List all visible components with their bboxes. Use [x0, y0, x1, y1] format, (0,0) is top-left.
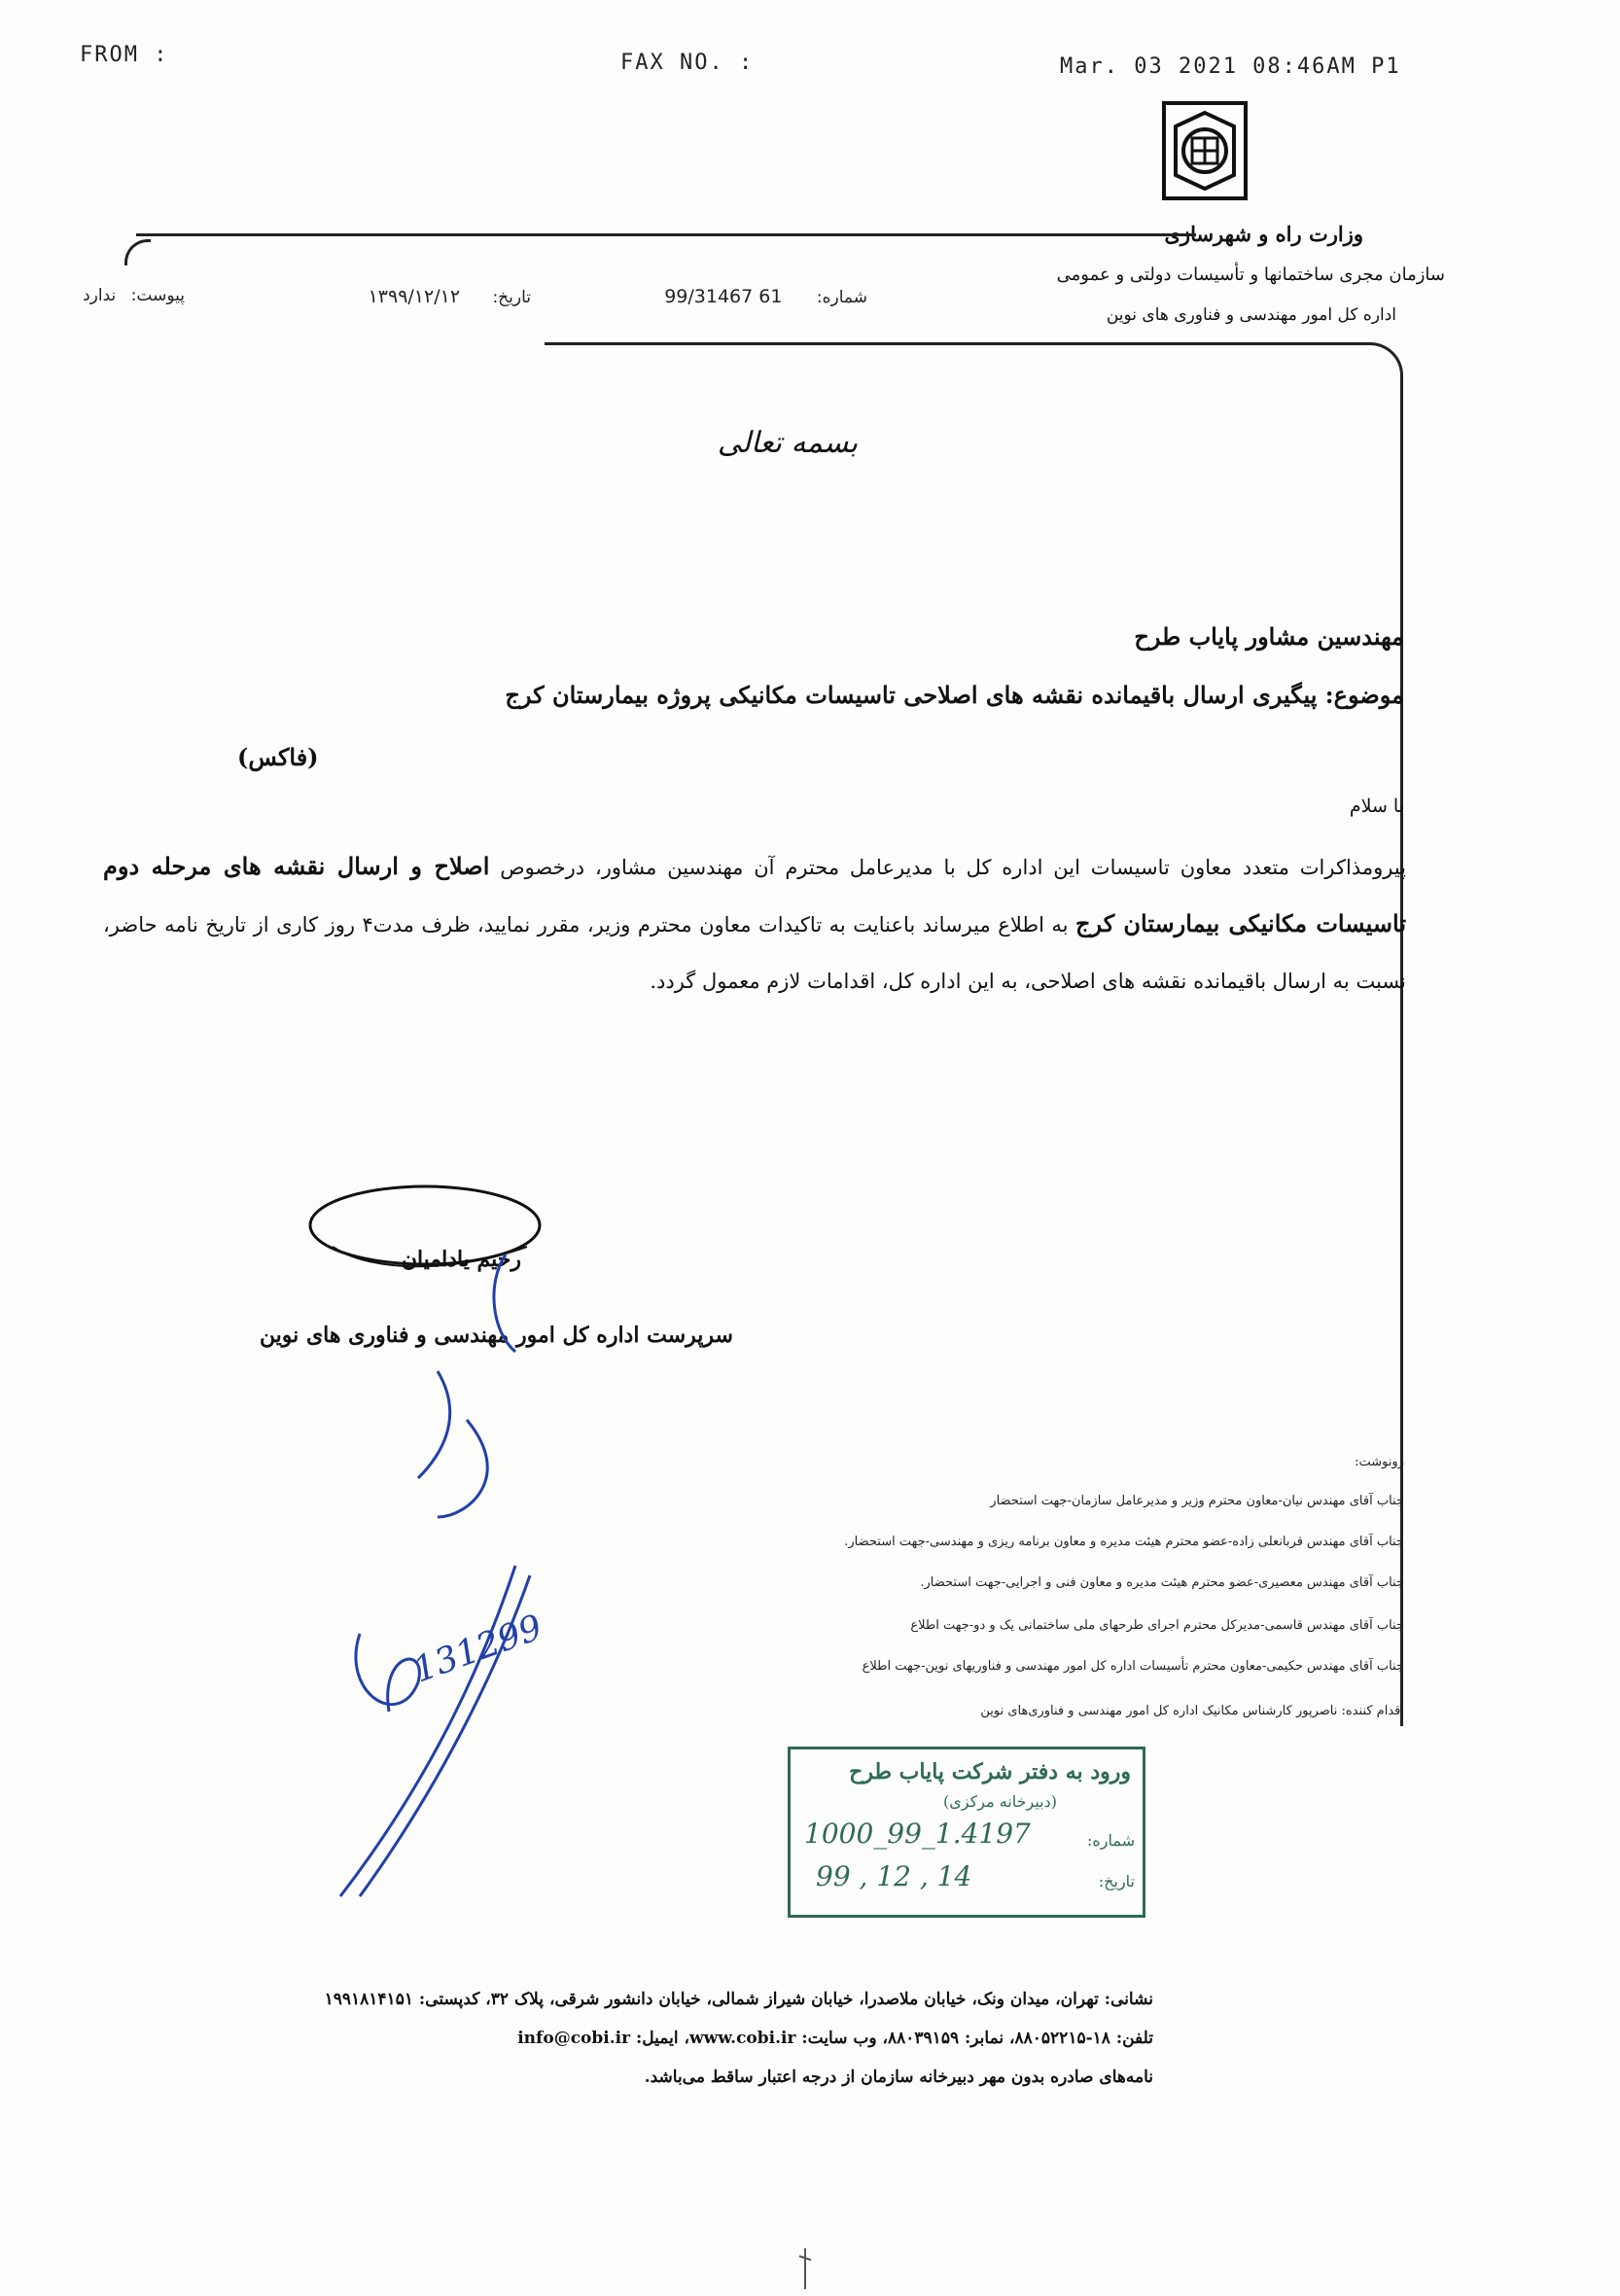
invocation: بسمه تعالی: [717, 426, 859, 460]
stamp-title: ورود به دفتر شرکت پایاب طرح: [849, 1759, 1131, 1784]
cc-line: جناب آقای مهندس معصیری-عضو محترم هیئت مدیره و معاون فنی و اجرایی-جهت استحضار.: [920, 1575, 1404, 1590]
organization-logo: [1162, 101, 1248, 200]
department-name: اداره کل امور مهندسی و فناوری های نوین: [1106, 305, 1396, 325]
letter-number: [664, 286, 867, 307]
fax-timestamp: Mar. 03 2021 08:46AM P1: [1060, 54, 1401, 79]
stamp-date-value: 99 , 12 , 14: [816, 1860, 972, 1892]
frame-right: [545, 342, 1403, 1726]
cc-line: جناب آقای مهندس نیان-معاون محترم وزیر و مدیرعامل سازمان-جهت استحضار: [990, 1494, 1404, 1508]
handwritten-number: 131299: [408, 1607, 548, 1691]
cc-line: جناب آقای مهندس قاسمی-مدیرکل محترم اجرای طرحهای ملی ساختمانی یک و دو-جهت اطلاع: [910, 1618, 1404, 1633]
recipient: مهندسین مشاور پایاب طرح: [1134, 622, 1404, 651]
letter-date-label: تاریخ:: [492, 288, 531, 307]
greeting: با سلام: [1349, 795, 1404, 817]
logo-emblem-icon: [1162, 101, 1248, 200]
body-text-2: به اطلاع میرساند باعنایت به تاکیدات معاون محترم وزیر، مقرر نمایید، ظرف مدت۴ روز کاری از تاریخ نامه حاضر، نسبت به ارسال باقیمانده نقشه های اصلاحی، به این اداره کل، اقدامات لازم معمول گردد.: [103, 913, 1406, 993]
body-text-1: پیرومذاکرات متعدد معاون تاسیسات این اداره کل با مدیرعامل محترم آن مهندسین مشاور، درخصوص: [489, 856, 1406, 879]
letter-body: [103, 838, 1406, 1009]
letter-date-value: ۱۳۹۹/۱۲/۱۲: [368, 286, 461, 307]
fax-number: FAX NO. :: [620, 51, 755, 75]
stamp-number-value: 1000_99_1.4197: [804, 1818, 1031, 1850]
footer-address: نشانی: تهران، میدان ونک، خیابان ملاصدرا، خیابان شیراز شمالی، خیابان دانشور شرقی، پلاک ۳۲، کدپستی: ۱۹۹۱۸۱۴۱۵۱: [324, 1990, 1153, 2009]
letter-attachment-value: ندارد: [83, 286, 117, 305]
cc-line: اقدام کننده: ناصرپور کارشناس مکانیک اداره کل امور مهندسی و فناوری‌های نوین: [980, 1704, 1404, 1718]
fax-from: FROM :: [80, 43, 169, 67]
handwritten-annotation: [321, 1225, 574, 1906]
company-receipt-stamp: [788, 1747, 1145, 1918]
fax-tag: (فاکس): [237, 743, 319, 771]
footer-contact: تلفن: ۱۸-۸۸۰۵۲۲۱۵، نمابر: ۸۸۰۳۹۱۵۹، وب سایت: www.cobi.ir، ایمیل: info@cobi.ir: [517, 2029, 1153, 2048]
letter-attachment-label: پیوست:: [130, 286, 185, 305]
body-bold-text: اصلاح و ارسال نقشه های مرحله دوم تاسیسات مکانیکی بیمارستان کرج: [103, 852, 1406, 937]
footer-note: نامه‌های صادره بدون مهر دبیرخانه سازمان از درجه اعتبار ساقط می‌باشد.: [644, 2067, 1153, 2087]
stamp-subtitle: (دبیرخانه مرکزی): [943, 1792, 1057, 1811]
cc-line: جناب آقای مهندس حکیمی-معاون محترم تأسیسات اداره کل امور مهندسی و فناوریهای نوین-جهت اطلاع: [862, 1659, 1404, 1674]
ministry-name: وزارت راه و شهرسازی: [1164, 222, 1363, 246]
cc-label: رونوشت:: [1355, 1455, 1404, 1469]
letter-number-label: شماره:: [816, 288, 867, 307]
letter-number-value: 61 99/31467: [664, 286, 783, 307]
cc-line: جناب آقای مهندس قربانعلی زاده-عضو محترم هیئت مدیره و معاون برنامه ریزی و مهندسی-جهت استحضار.: [844, 1535, 1404, 1549]
signer-title: سرپرست اداره کل امور مهندسی و فناوری های نوین: [259, 1323, 733, 1348]
subject: موضوع: پیگیری ارسال باقیمانده نقشه های اصلاحی تاسیسات مکانیکی پروژه بیمارستان کرج: [505, 681, 1404, 709]
frame-top-line: [136, 233, 1196, 236]
frame-corner-left: [124, 239, 151, 265]
letter-attachment: [83, 286, 185, 305]
organization-name: سازمان مجری ساختمانها و تأسیسات دولتی و عمومی: [1056, 265, 1445, 285]
scan-mark: [795, 2246, 815, 2291]
letter-date: [369, 286, 531, 307]
stamp-number-label: شماره:: [1086, 1831, 1135, 1850]
stamp-date-label: تاریخ:: [1098, 1872, 1135, 1890]
signer-name: رحیم یادامیان: [401, 1247, 521, 1272]
